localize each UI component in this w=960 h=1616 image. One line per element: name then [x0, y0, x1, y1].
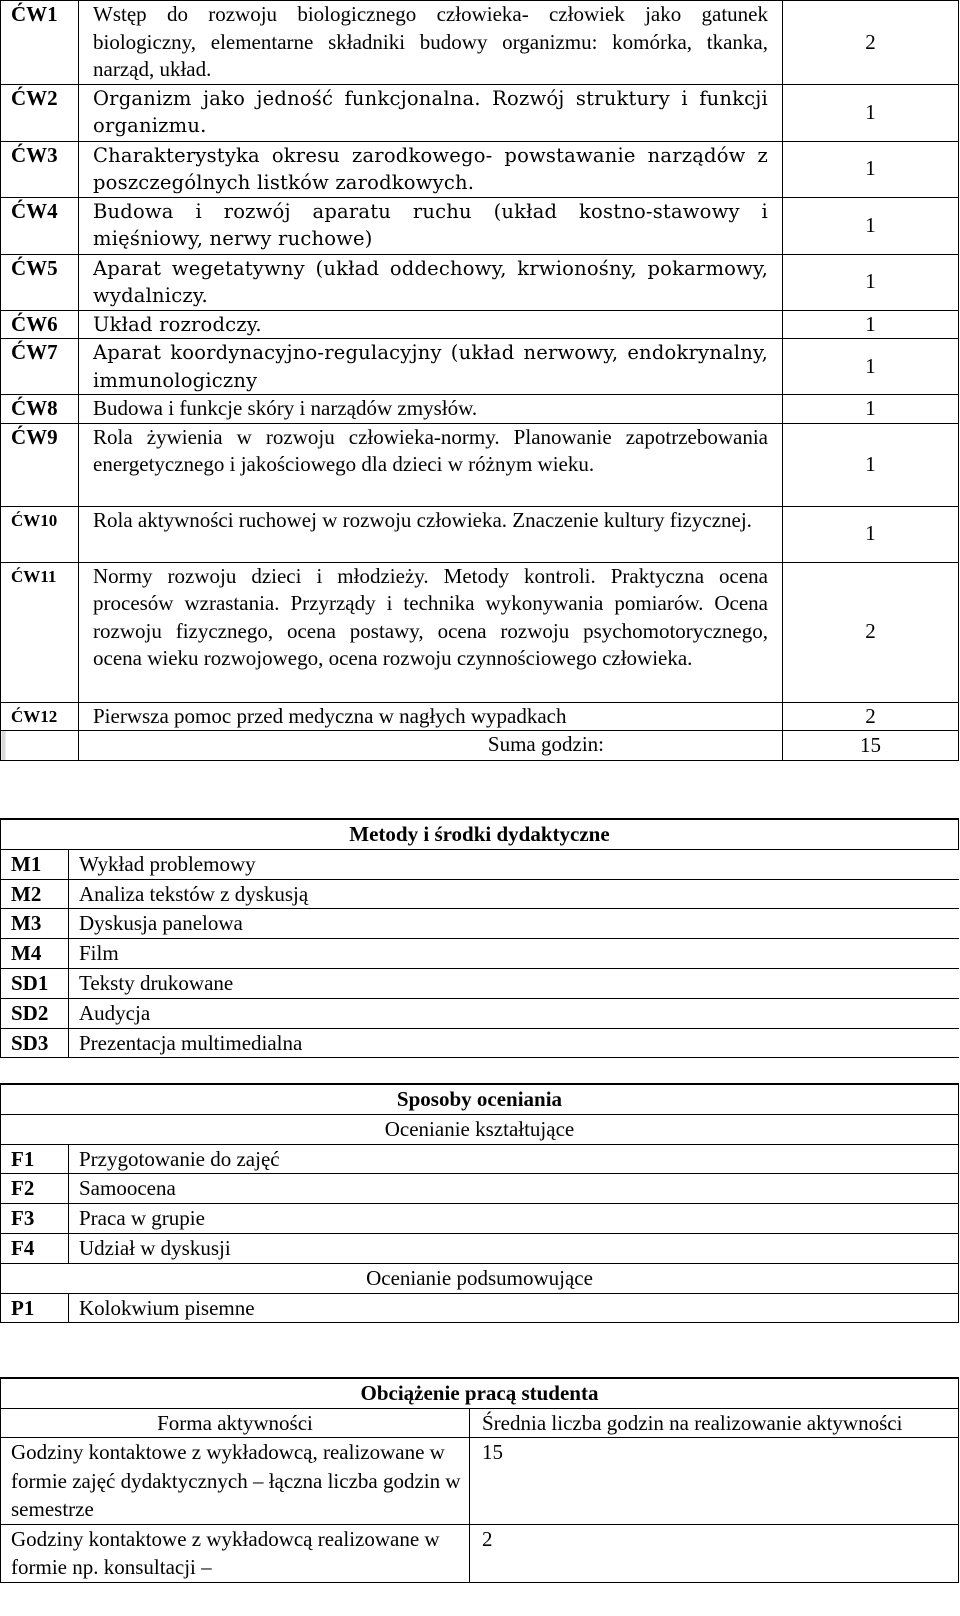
sum-label: Suma godzin: [79, 731, 783, 761]
workload-table [0, 1377, 959, 1583]
col-header-hours: Średnia liczba godzin na realizowanie aktywności [470, 1408, 959, 1438]
table-row [1, 339, 959, 395]
grading-code: F4 [1, 1233, 69, 1263]
table-row [1, 849, 959, 879]
table-row [1, 968, 959, 998]
method-code: M2 [1, 879, 69, 909]
method-code: M4 [1, 939, 69, 969]
exercise-hours: 2 [783, 562, 959, 702]
grading-label: Samoocena [69, 1174, 959, 1204]
grading-subheader-row [1, 1263, 959, 1293]
methods-table [0, 818, 959, 1058]
exercise-code: ĆW11 [1, 562, 79, 702]
activity-hours: 2 [470, 1524, 959, 1582]
exercise-topic: Aparat koordynacyjno-regulacyjny (układ nerwowy, endokrynalny, immunologiczny [79, 339, 783, 395]
exercise-hours: 1 [783, 197, 959, 254]
exercise-code: ĆW5 [1, 254, 79, 310]
table-row [1, 879, 959, 909]
exercise-hours: 1 [783, 310, 959, 339]
grading-code: F3 [1, 1204, 69, 1234]
grading-label: Przygotowanie do zajęć [69, 1144, 959, 1174]
exercise-code: ĆW2 [1, 84, 79, 141]
exercise-topic: Rola żywienia w rozwoju człowieka-normy. Planowanie zapotrzebowania energetycznego i jakościowego dla dzieci w różnym wieku. [79, 423, 783, 506]
exercise-hours: 1 [783, 141, 959, 197]
table-row [1, 1, 959, 85]
table-row [1, 395, 959, 424]
workload-title: Obciążenie pracą studenta [1, 1378, 959, 1408]
methods-header-row [1, 819, 959, 849]
exercise-hours: 1 [783, 506, 959, 562]
exercise-topic: Budowa i funkcje skóry i narządów zmysłów. [79, 395, 783, 424]
grading-subheader-row [1, 1114, 959, 1144]
table-row [1, 1293, 959, 1323]
exercise-code: ĆW1 [1, 1, 79, 85]
grading-label: Udział w dyskusji [69, 1233, 959, 1263]
table-row [1, 506, 959, 562]
exercise-code: ĆW4 [1, 197, 79, 254]
activity-hours: 15 [470, 1438, 959, 1525]
exercises-table [0, 0, 959, 761]
method-label: Film [69, 939, 959, 969]
method-code: M1 [1, 849, 69, 879]
exercise-topic: Normy rozwoju dzieci i młodzieży. Metody kontroli. Praktyczna ocena procesów wzrastania. Przyrządy i technika wykonywania pomiarów. Ocena rozwoju fizycznego, ocena postawy, ocena rozwoju psychomotorycznego, ocena wieku rozwojowego, ocena rozwoju czynnościowego człowieka. [79, 562, 783, 702]
table-row [1, 909, 959, 939]
grading-table [0, 1083, 959, 1323]
table-row [1, 702, 959, 731]
table-row [1, 562, 959, 702]
table-row [1, 1174, 959, 1204]
grading-code: P1 [1, 1293, 69, 1323]
exercise-code: ĆW8 [1, 395, 79, 424]
method-label: Dyskusja panelowa [69, 909, 959, 939]
sum-spacer [1, 731, 79, 761]
table-row [1, 1204, 959, 1234]
exercise-hours: 1 [783, 254, 959, 310]
exercise-hours: 1 [783, 84, 959, 141]
sum-row [1, 731, 959, 761]
exercise-topic: Budowa i rozwój aparatu ruchu (układ kostno-stawowy i mięśniowy, nerwy ruchowe) [79, 197, 783, 254]
exercise-topic: Układ rozrodczy. [79, 310, 783, 339]
summative-label: Ocenianie podsumowujące [1, 1263, 959, 1293]
table-row [1, 310, 959, 339]
method-code: SD2 [1, 998, 69, 1028]
grading-code: F1 [1, 1144, 69, 1174]
table-row [1, 84, 959, 141]
method-label: Audycja [69, 998, 959, 1028]
exercise-topic: Charakterystyka okresu zarodkowego- powstawanie narządów z poszczególnych listków zarodkowych. [79, 141, 783, 197]
activity-label: Godziny kontaktowe z wykładowcą, realizowane w formie zajęć dydaktycznych – łączna liczba godzin w semestrze [1, 1438, 470, 1525]
exercise-topic: Aparat wegetatywny (układ oddechowy, krwionośny, pokarmowy, wydalniczy. [79, 254, 783, 310]
table-row [1, 1028, 959, 1058]
exercise-code: ĆW6 [1, 310, 79, 339]
table-row [1, 1438, 959, 1525]
table-row [1, 1524, 959, 1582]
exercise-hours: 2 [783, 702, 959, 731]
exercise-code: ĆW12 [1, 702, 79, 731]
exercise-topic: Rola aktywności ruchowej w rozwoju człowieka. Znaczenie kultury fizycznej. [79, 506, 783, 562]
table-row [1, 423, 959, 506]
workload-column-headers [1, 1408, 959, 1438]
activity-label: Godziny kontaktowe z wykładowcą realizowane w formie np. konsultacji – [1, 1524, 470, 1582]
method-label: Prezentacja multimedialna [69, 1028, 959, 1058]
exercise-code: ĆW3 [1, 141, 79, 197]
grading-title: Sposoby oceniania [1, 1084, 959, 1114]
sum-value: 15 [783, 731, 959, 761]
table-row [1, 939, 959, 969]
exercise-hours: 1 [783, 339, 959, 395]
grading-code: F2 [1, 1174, 69, 1204]
exercise-code: ĆW10 [1, 506, 79, 562]
exercise-topic: Organizm jako jedność funkcjonalna. Rozwój struktury i funkcji organizmu. [79, 84, 783, 141]
table-row [1, 197, 959, 254]
col-header-activity: Forma aktywności [1, 1408, 470, 1438]
method-label: Teksty drukowane [69, 968, 959, 998]
method-label: Wykład problemowy [69, 849, 959, 879]
grading-header-row [1, 1084, 959, 1114]
exercise-topic: Pierwsza pomoc przed medyczna w nagłych wypadkach [79, 702, 783, 731]
method-code: M3 [1, 909, 69, 939]
exercise-code: ĆW7 [1, 339, 79, 395]
method-label: Analiza tekstów z dyskusją [69, 879, 959, 909]
exercise-topic: Wstęp do rozwoju biologicznego człowieka- człowiek jako gatunek biologiczny, elementarne składniki budowy organizmu: komórka, tkanka, narząd, układ. [79, 1, 783, 85]
exercise-hours: 1 [783, 423, 959, 506]
table-row [1, 254, 959, 310]
grading-label: Kolokwium pisemne [69, 1293, 959, 1323]
table-row [1, 1233, 959, 1263]
method-code: SD3 [1, 1028, 69, 1058]
formative-label: Ocenianie kształtujące [1, 1114, 959, 1144]
exercise-hours: 1 [783, 395, 959, 424]
exercise-code: ĆW9 [1, 423, 79, 506]
table-row [1, 1144, 959, 1174]
table-row [1, 141, 959, 197]
workload-header-row [1, 1378, 959, 1408]
method-code: SD1 [1, 968, 69, 998]
grading-label: Praca w grupie [69, 1204, 959, 1234]
exercise-hours: 2 [783, 1, 959, 85]
table-row [1, 998, 959, 1028]
methods-title: Metody i środki dydaktyczne [1, 819, 959, 849]
